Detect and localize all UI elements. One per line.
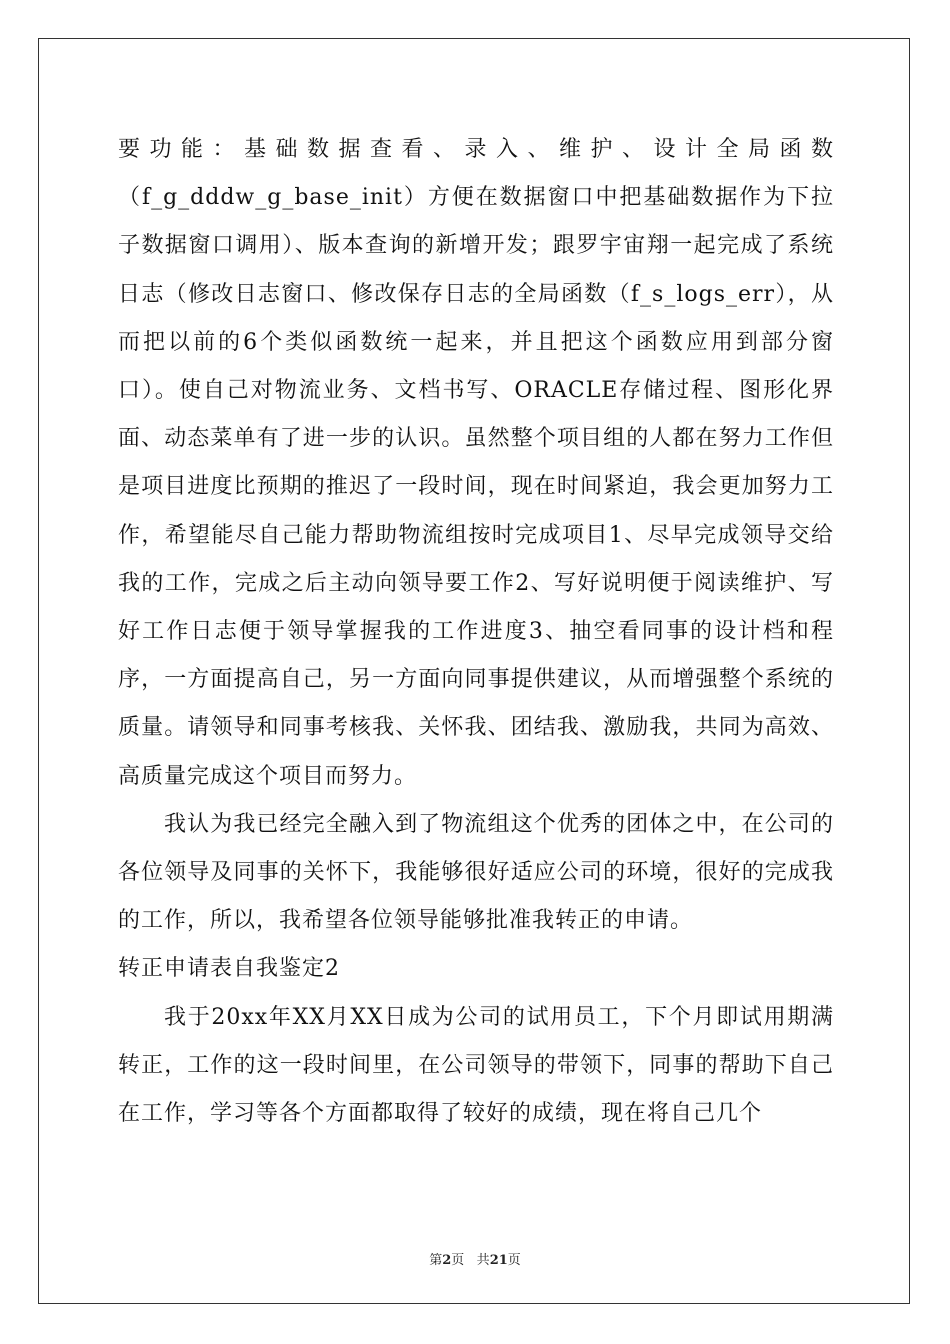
paragraph-continuation: 要功能：基础数据查看、录入、维护、设计全局函数（f_g_dddw_g_base_init）方便在数据窗口中把基础数据作为下拉子数据窗口调用）、版本查询的新增开发；跟罗宇宙翔一起完成了系统日志（修改日志窗口、修改保存日志的全局函数（f_s_logs_err），从而把以前的6个类似函数统一起来，并且把这个函数应用到部分窗口）。使自己对物流业务、文档书写、ORACLE存储过程、图形化界面、动态菜单有了进一步的认识。虽然整个项目组的人都在努力工作但是项目进度比预期的推迟了一段时间，现在时间紧迫，我会更加努力工作，希望能尽自己能力帮助物流组按时完成项目1、尽早完成领导交给我的工作，完成之后主动向领导要工作2、写好说明便于阅读维护、写好工作日志便于领导掌握我的工作进度3、抽空看同事的设计档和程序，一方面提高自己，另一方面向同事提供建议，从而增强整个系统的质量。请领导和同事考核我、关怀我、团结我、激励我，共同为高效、高质量完成这个项目而努力。 <box>118 137 834 789</box>
paragraph-integration: 我认为我已经完全融入到了物流组这个优秀的团体之中，在公司的各位领导及同事的关怀下，我能够很好适应公司的环境，很好的完成我的工作，所以，我希望各位领导能够批准我转正的申请。 <box>118 811 834 934</box>
page-suffix: 页 <box>451 1253 465 1268</box>
section-heading: 转正申请表自我鉴定2 <box>118 956 340 982</box>
document-body <box>118 126 834 1138</box>
page-prefix: 第 <box>429 1253 443 1268</box>
page-footer <box>0 1249 950 1268</box>
total-pages: 21 <box>489 1253 508 1268</box>
page-number: 2 <box>442 1253 452 1268</box>
total-suffix: 页 <box>507 1253 521 1268</box>
total-prefix: 共 <box>476 1253 490 1268</box>
paragraph-self-assessment: 我于20xx年XX月XX日成为公司的试用员工，下个月即试用期满转正，工作的这一段时间里，在公司领导的带领下，同事的帮助下自己在工作，学习等各个方面都取得了较好的成绩，现在将自己几个 <box>118 1004 834 1127</box>
